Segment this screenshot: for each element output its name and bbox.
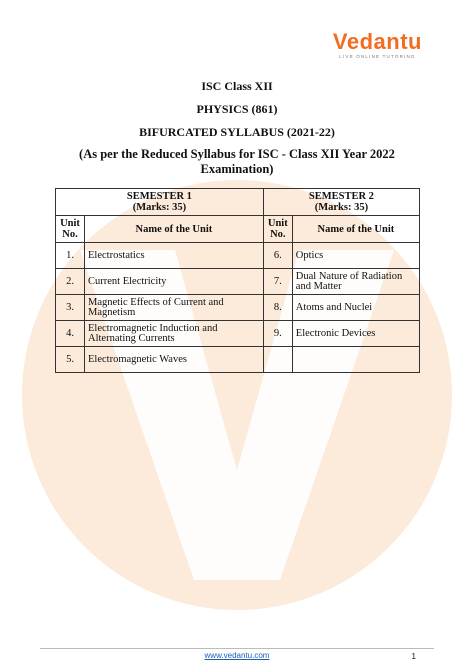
page-number: 1 [411, 652, 416, 661]
unit-number: 5. [56, 347, 85, 373]
vedantu-logo [333, 30, 422, 60]
unit-number: 6. [263, 243, 292, 269]
unit-name: Electromagnetic Waves [85, 347, 264, 373]
unit-name: Magnetic Effects of Current and Magnetism [85, 295, 264, 321]
table-row [56, 295, 420, 321]
unit-name: Electronic Devices [292, 321, 419, 347]
footer-divider [40, 648, 434, 649]
document-header [0, 78, 474, 177]
semester-2-title: SEMESTER 2 [308, 191, 374, 202]
website-link[interactable]: www.vedantu.com [204, 651, 270, 660]
col-unit-name-2: Name of the Unit [292, 216, 419, 243]
unit-number: 8. [263, 295, 292, 321]
logo-tagline: LIVE ONLINE TUTORING [339, 54, 416, 59]
semester-1-marks: (Marks: 35) [132, 202, 187, 213]
unit-name: Atoms and Nuclei [292, 295, 419, 321]
table-row [56, 269, 420, 295]
col-unit-no-1: Unit No. [56, 216, 85, 243]
class-title: ISC Class XII [201, 79, 273, 93]
unit-number: 7. [263, 269, 292, 295]
unit-name: Electrostatics [85, 243, 264, 269]
subject-title: PHYSICS (861) [196, 102, 278, 116]
unit-number: 4. [56, 321, 85, 347]
semester-2-header [263, 189, 419, 216]
semester-2-marks: (Marks: 35) [314, 202, 369, 213]
syllabus-title: BIFURCATED SYLLABUS (2021-22) [139, 125, 335, 139]
table-row [56, 347, 420, 373]
unit-number: 3. [56, 295, 85, 321]
logo-wordmark: Vedantu [332, 29, 422, 54]
unit-name [292, 347, 419, 373]
table-row [56, 321, 420, 347]
syllabus-note: (As per the Reduced Syllabus for ISC - Class XII Year 2022 Examination) [79, 147, 395, 176]
syllabus-table [55, 188, 420, 373]
unit-name: Electromagnetic Induction and Alternating Currents [85, 321, 264, 347]
unit-number: 9. [263, 321, 292, 347]
col-unit-no-2: Unit No. [263, 216, 292, 243]
unit-name: Optics [292, 243, 419, 269]
col-unit-name-1: Name of the Unit [85, 216, 264, 243]
unit-name: Current Electricity [85, 269, 264, 295]
unit-name: Dual Nature of Radiation and Matter [292, 269, 419, 295]
unit-number: 2. [56, 269, 85, 295]
semester-1-header [56, 189, 264, 216]
unit-number [263, 347, 292, 373]
unit-number: 1. [56, 243, 85, 269]
semester-1-title: SEMESTER 1 [126, 191, 192, 202]
table-row [56, 243, 420, 269]
